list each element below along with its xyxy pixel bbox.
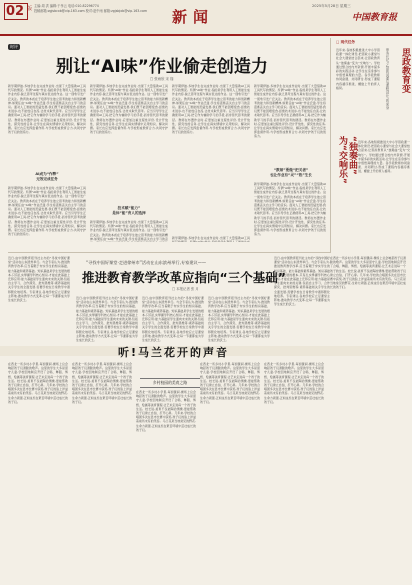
middle-headline: 推进教育教学改革应指向“三个基础” — [82, 270, 286, 285]
middle-column-2: 近日,由中国教育报刊社主办的“寻找中国好课堂”活动在山东滨州举行。与会专家认为,推进教育教学改革,应当着眼于夯实学生的知识基础、能力基础和素养基础。知识基础是学生发展的根本,只有扎实掌握学科核心知识,才能在此基础上迁移应用;能力基础是学生面向未来的关键,包括自主学习、合作探究、批判思维等;素养基础则关乎学生的全面发展,需要学校在日常教学中潜移默化地培养。专家建议,各地学校应立足课堂主阵地,推动教学方式变革,让每一节课都成为学生成长的沃土。 — [142, 296, 204, 342]
bottom-column-4: 在西北一所乡村小学里,每到课间,操场上总会响起孩子们清脆的歌声。这里的学生大多是留守儿童,学校因地制宜开设了合唱、舞蹈、剪纸、绘画等美育课程,让艺术走进每一个孩子的生活。校长说,美育不仅能陶冶情操,更能帮助孩子们建立自信、打开心扉。几年来,学校的合唱团多次在县市比赛中获奖,孩子们的脸上洋溢着前所未有的笑容。马兰花是当地常见的野花,生命力顽强,正如这些在艰苦环境中茁壮成长的孩子们。 — [200, 362, 260, 404]
lead-byline: □ 张雨欣 宋 翔 — [150, 77, 174, 81]
lead-column-4: 新学期伊始,多地学生在完成作业时,出现了大量借助AI工具代写的情况。所谓“AI味”作业,指的是学生利用人工智能生成作业内容,缺乏思考过程与真实表达的作业。这一现象引发广泛关注。教育的本质在于培养学生独立思考的能力和创新精神,如果任由“AI味”作业泛滥,学生将逐渐丧失自主学习的意识。面对人工智能的迅猛发展,我们既不能因噎废食,拒绝技术进步,也不能放任自流,让技术取代思考。应当引导学生正确使用AI工具,把它作为辅助学习的手段,而非替代思考的捷径。教师在布置作业时,应更加注重过程性评价,设计开放性、探究性的任务,让学生在真实情境中运用知识、解决问题。家长也应发挥监督作用,与学校形成教育合力,共同守护孩子们的创造力。 — [254, 84, 326, 139]
middle-column-1: 近日,由中国教育报刊社主办的“寻找中国好课堂”活动在山东滨州举行。与会专家认为,推进教育教学改革,应当着眼于夯实学生的知识基础、能力基础和素养基础。知识基础是学生发展的根本,只有扎实掌握学科核心知识,才能在此基础上迁移应用;能力基础是学生面向未来的关键,包括自主学习、合作探究、批判思维等;素养基础则关乎学生的全面发展,需要学校在日常教学中潜移默化地培养。专家建议,各地学校应立足课堂主阵地,推动教学方式变革,让每一节课都成为学生成长的沃土。 — [76, 296, 138, 342]
lead-pullquote-2: 技术赋“能力” 是体“能”育人的选择 — [112, 206, 146, 215]
page-number: 02 — [6, 4, 25, 19]
bottom-headline: 听!马兰花开的声音 — [118, 346, 230, 359]
sidebar-headline-line-1: 思政教育变 — [400, 48, 410, 93]
middle-top-rule — [8, 252, 330, 253]
sidebar-label: □ 现代任务 — [336, 40, 356, 44]
lead-kicker: 时评 — [10, 44, 18, 49]
bottom-column-3: 在西北一所乡村小学里,每到课间,操场上总会响起孩子们清脆的歌声。这里的学生大多是留守儿童,学校因地制宜开设了合唱、舞蹈、剪纸、绘画等美育课程,让艺术走进每一个孩子的生活。校长说,美育不仅能陶冶情操,更能帮助孩子们建立自信、打开心扉。几年来,学校的合唱团多次在县市比赛中获奖,孩子们的脸上洋溢着前所未有的笑容。马兰花是当地常见的野花,生命力顽强,正如这些在艰苦环境中茁壮成长的孩子们。 — [136, 390, 196, 432]
lead-column-4b: 新学期伊始,多地学生在完成作业时,出现了大量借助AI工具代写的情况。所谓“AI味”作业,指的是学生利用人工智能生成作业内容,缺乏思考过程与真实表达的作业。这一现象引发广泛关注。教育的本质在于培养学生独立思考的能力和创新精神,如果任由“AI味”作业泛滥,学生将逐渐丧失自主学习的意识。面对人工智能的迅猛发展,我们既不能因噎废食,拒绝技术进步,也不能放任自流,让技术取代思考。应当引导学生正确使用AI工具,把它作为辅助学习的手段,而非替代思考的捷径。教师在布置作业时,应更加注重过程性评价,设计开放性、探究性的任务,让学生在真实情境中运用知识、解决问题。家长也应发挥监督作用,与学校形成教育合力,共同守护孩子们的创造力。 — [254, 182, 326, 237]
lead-column-2: 新学期伊始,多地学生在完成作业时,出现了大量借助AI工具代写的情况。所谓“AI味”作业,指的是学生利用人工智能生成作业内容,缺乏思考过程与真实表达的作业。这一现象引发广泛关注。教育的本质在于培养学生独立思考的能力和创新精神,如果任由“AI味”作业泛滥,学生将逐渐丧失自主学习的意识。面对人工智能的迅猛发展,我们既不能因噎废食,拒绝技术进步,也不能放任自流,让技术取代思考。应当引导学生正确使用AI工具,把它作为辅助学习的手段,而非替代思考的捷径。教师在布置作业时,应更加注重过程性评价,设计开放性、探究性的任务,让学生在真实情境中运用知识、解决问题。家长也应发挥监督作用,与学校形成教育合力,共同守护孩子们的创造力。 — [90, 84, 168, 135]
lead-pullquote-1: AI成为“作弊” 无效完成任务 — [35, 172, 59, 181]
sidebar-headline-line-2: “独奏曲” — [347, 136, 357, 175]
lead-headline: 别让“AI味”作业偷走创造力 — [56, 57, 268, 77]
middle-column-4: 近日,由中国教育报刊社主办的“寻找中国好课堂”活动在山东滨州举行。与会专家认为,推进教育教学改革,应当着眼于夯实学生的知识基础、能力基础和素养基础。知识基础是学生发展的根本,只有扎实掌握学科核心知识,才能在此基础上迁移应用;能力基础是学生面向未来的关键,包括自主学习、合作探究、批判思维等;素养基础则关乎学生的全面发展,需要学校在日常教学中潜移默化地培养。专家建议,各地学校应立足课堂主阵地,推动教学方式变革,让每一节课都成为学生成长的沃土。 — [274, 256, 330, 307]
sidebar-headline-line-3: 为“交响乐” — [337, 136, 347, 184]
section-title: 新闻 — [172, 8, 215, 26]
middle-kicker: “寻找中国好课堂·走进徐州市”活动在山东滨州举行,专家建议—— — [86, 260, 207, 265]
lead-column-1b: 新学期伊始,多地学生在完成作业时,出现了大量借助AI工具代写的情况。所谓“AI味”作业,指的是学生利用人工智能生成作业内容,缺乏思考过程与真实表达的作业。这一现象引发广泛关注。教育的本质在于培养学生独立思考的能力和创新精神,如果任由“AI味”作业泛滥,学生将逐渐丧失自主学习的意识。面对人工智能的迅猛发展,我们既不能因噎废食,拒绝技术进步,也不能放任自流,让技术取代思考。应当引导学生正确使用AI工具,把它作为辅助学习的手段,而非替代思考的捷径。教师在布置作业时,应更加注重过程性评价,设计开放性、探究性的任务,让学生在真实情境中运用知识、解决问题。家长也应发挥监督作用,与学校形成教育合力,共同守护孩子们的创造力。 — [8, 186, 86, 237]
sidebar-divider — [330, 38, 331, 253]
newspaper-masthead: 中国教育报 — [352, 13, 398, 23]
email-line: 投稿邮箱:zgjsbcxb@vip.163.com 校对:赵中雨 邮箱:zgjsbjxb@vip.163.com — [34, 9, 148, 13]
page-number-label: 版 — [27, 6, 33, 12]
issue-date: 2025年5月28日 星期三 — [312, 4, 351, 8]
lead-column-3b: 新学期伊始,多地学生在完成作业时,出现了大量借助AI工具 — [172, 236, 250, 240]
editor-line: 主编:周 洪 编辑:于孝云 电话:010-82296774 — [34, 4, 99, 8]
middle-byline: □ 本报记者 张 月 — [172, 287, 199, 291]
bottom-subhead: 乡村校园的美育之路 — [140, 378, 200, 388]
sidebar-kicker: 审务长记“乙论的说课与课程设计”的来身 — [385, 48, 389, 110]
middle-left-column: 近日,由中国教育报刊社主办的“寻找中国好课堂”活动在山东滨州举行。与会专家认为,推进教育教学改革,应当着眼于夯实学生的知识基础、能力基础和素养基础。知识基础是学生发展的根本,只有扎实掌握学科核心知识,才能在此基础上迁移应用;能力基础是学生面向未来的关键,包括自主学习、合作探究、批判思维等;素养基础则关乎学生的全面发展,需要学校在日常教学中潜移默化地培养。专家建议,各地学校应立足课堂主阵地,推动教学方式变革,让每一节课都成为学生成长的沃土。 — [8, 256, 70, 303]
lead-column-1: 新学期伊始,多地学生在完成作业时,出现了大量借助AI工具代写的情况。所谓“AI味”作业,指的是学生利用人工智能生成作业内容,缺乏思考过程与真实表达的作业。这一现象引发广泛关注。教育的本质在于培养学生独立思考的能力和创新精神,如果任由“AI味”作业泛滥,学生将逐渐丧失自主学习的意识。面对人工智能的迅猛发展,我们既不能因噎废食,拒绝技术进步,也不能放任自流,让技术取代思考。应当引导学生正确使用AI工具,把它作为辅助学习的手段,而非替代思考的捷径。教师在布置作业时,应更加注重过程性评价,设计开放性、探究性的任务,让学生在真实情境中运用知识、解决问题。家长也应发挥监督作用,与学校形成教育合力,共同守护孩子们的创造力。 — [8, 84, 86, 135]
lead-column-2b: 新学期伊始,多地学生在完成作业时,出现了大量借助AI工具代写的情况。所谓“AI味”作业,指的是学生利用人工智能生成作业内容,缺乏思考过程与真实表达的作业。这一现象引发广泛关注。教育的本质在于培养学生独立思考的能力和创新精神,如果任由“AI味”作业泛滥,学生将逐渐丧失自主学习的意 — [90, 220, 168, 241]
bottom-column-6: 在西北一所乡村小学里,每到课间,操场上总会响起孩子们清脆的歌声。这里的学生大多是留守儿童,学校因地制宜开设了合唱、舞蹈、剪纸、绘画等美育课程,让艺术走进每一个孩子的生活。校长说,美育不仅能陶冶情操,更能帮助孩子们建立自信、打开心扉。几年来,学校的合唱团多次在县市比赛中获奖,孩子们的脸上洋溢着前所未有的笑容。马兰花是当地常见的野花,生命力顽强,正如这些在艰苦环境中茁壮成长的孩子们。 — [330, 256, 406, 290]
sidebar-column-1: 近年来,各地积极推进大中小学思政课一体化建设,把思政小课堂与社会大课堂结合起来,让思政教育从“独奏曲”变为“交响乐”。学校通过整合校内外资源,开展丰富多彩的实践活动,让学生在亲身参与中感悟真理的力量。各学段教师协同备课、共同研讨,形成了课程内容循序渐进、螺旋上升的育人格局。 — [336, 48, 380, 90]
lead-pullquote-3: “教师”要做“把关者” 也让作业有“灵”“热”生长 — [270, 168, 312, 177]
sidebar-column-2: 近年来,各地积极推进大中小学思政课一体化建设,把思政小课堂与社会大课堂结合起来,让思政教育从“独奏曲”变为“交响乐”。学校通过整合校内外资源,开展丰富多彩的实践活动,让学生在亲身参与中感悟真理的力量。各学段教师协同备课、共同研讨,形成了课程内容循序渐进、螺旋上升的育人格局。 — [358, 140, 410, 174]
middle-column-3: 近日,由中国教育报刊社主办的“寻找中国好课堂”活动在山东滨州举行。与会专家认为,推进教育教学改革,应当着眼于夯实学生的知识基础、能力基础和素养基础。知识基础是学生发展的根本,只有扎实掌握学科核心知识,才能在此基础上迁移应用;能力基础是学生面向未来的关键,包括自主学习、合作探究、批判思维等;素养基础则关乎学生的全面发展,需要学校在日常教学中潜移默化地培养。专家建议,各地学校应立足课堂主阵地,推动教学方式变革,让每一节课都成为学生成长的沃土。 — [208, 296, 270, 342]
lead-column-3: 新学期伊始,多地学生在完成作业时,出现了大量借助AI工具代写的情况。所谓“AI味”作业,指的是学生利用人工智能生成作业内容,缺乏思考过程与真实表达的作业。这一现象引发广泛关注。教育的本质在于培养学生独立思考的能力和创新精神,如果任由“AI味”作业泛滥,学生将逐渐丧失自主学习的意识。面对人工智能的迅猛发展,我们既不能因噎废食,拒绝技术进步,也不能放任自流,让技术取代思考。应当引导学生正确使用AI工具,把它作为辅助学习的手段,而非替代思考的捷径。教师在布置作业时,应更加注重过程性评价,设计开放性、探究性的任务,让学生在真实情境中运用知识、解决问题。家长也应发挥监督作用,与学校形成教育合力,共同守护孩子们的创造力。 — [172, 84, 250, 135]
bottom-column-2: 在西北一所乡村小学里,每到课间,操场上总会响起孩子们清脆的歌声。这里的学生大多是留守儿童,学校因地制宜开设了合唱、舞蹈、剪纸、绘画等美育课程,让艺术走进每一个孩子的生活。校长说,美育不仅能陶冶情操,更能帮助孩子们建立自信、打开心扉。几年来,学校的合唱团多次在县市比赛中获奖,孩子们的脸上洋溢着前所未有的笑容。马兰花是当地常见的野花,生命力顽强,正如这些在艰苦环境中茁壮成长的孩子们。 — [72, 362, 132, 404]
bottom-column-5: 在西北一所乡村小学里,每到课间,操场上总会响起孩子们清脆的歌声。这里的学生大多是留守儿童,学校因地制宜开设了合唱、舞蹈、剪纸、绘画等美育课程,让艺术走进每一个孩子的生活。校长说,美育不仅能陶冶情操,更能帮助孩子们建立自信、打开心扉。几年来,学校的合唱团多次在县市比赛中获奖,孩子们的脸上洋溢着前所未有的笑容。马兰花是当地常见的野花,生命力顽强,正如这些在艰苦环境中茁壮成长的孩子们。 — [264, 362, 324, 404]
bottom-column-1: 在西北一所乡村小学里,每到课间,操场上总会响起孩子们清脆的歌声。这里的学生大多是留守儿童,学校因地制宜开设了合唱、舞蹈、剪纸、绘画等美育课程,让艺术走进每一个孩子的生活。校长说,美育不仅能陶冶情操,更能帮助孩子们建立自信、打开心扉。几年来,学校的合唱团多次在县市比赛中获奖,孩子们的脸上洋溢着前所未有的笑容。马兰花是当地常见的野花,生命力顽强,正如这些在艰苦环境中茁壮成长的孩子们。 — [8, 362, 68, 404]
